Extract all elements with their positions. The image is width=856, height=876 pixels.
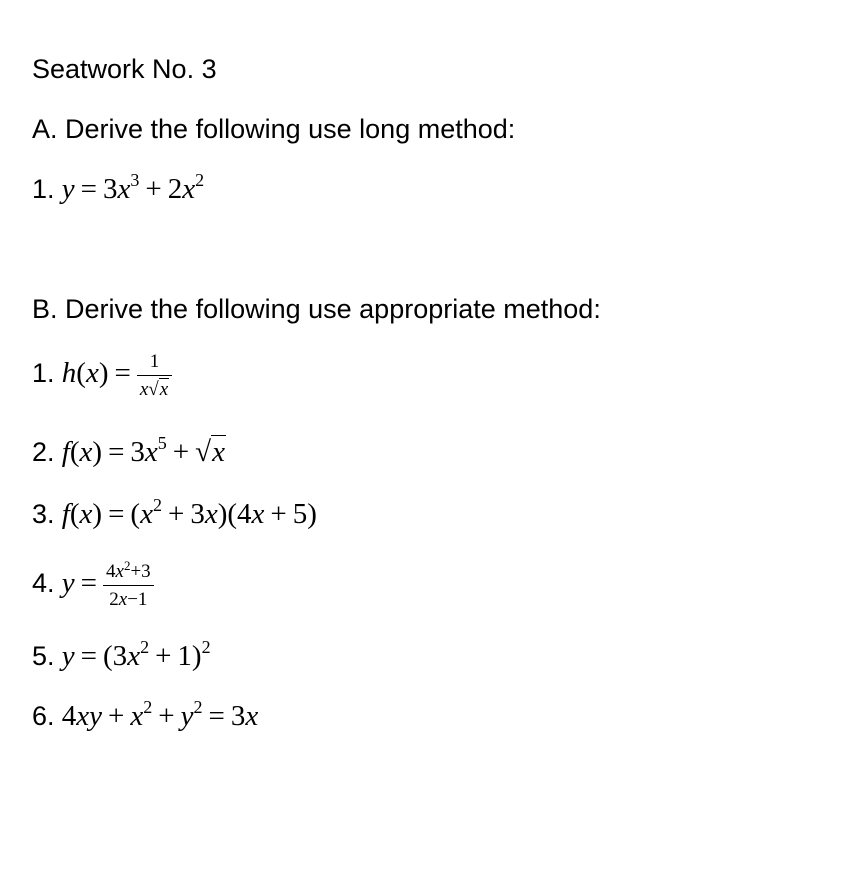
section-a-item-1 <box>32 170 205 206</box>
equation: $4xy + x^2 + y^2 = 3x$ <box>61 697 259 732</box>
equation: $y = (3x^2 + 1)^2$ <box>61 637 211 672</box>
section-b-item-6 <box>32 697 259 733</box>
equation: $f(x) = 3x^5 + √x$ <box>61 433 225 468</box>
section-b-item-1 <box>32 352 172 399</box>
equation: y = $\frac{4x^2+3}{2x-1}$ <box>62 567 154 599</box>
equation: $y = 3x^3 + 2x^2$ <box>61 170 205 205</box>
item-number: 1. <box>32 358 55 389</box>
section-b-item-3 <box>32 495 317 531</box>
fraction: $\frac{1}{x√x}$ <box>137 352 172 399</box>
section-b-item-5 <box>32 637 211 673</box>
equation: $f(x) = (x^2 + 3x)(4x + 5)$ <box>61 495 317 530</box>
item-number: 2. <box>32 437 55 467</box>
section-a-heading: A. Derive the following use long method: <box>32 114 516 144</box>
item-number: 5. <box>32 641 55 671</box>
item-number: 3. <box>32 499 55 529</box>
section-b-item-2 <box>32 433 226 469</box>
fraction: $\frac{4x^2+3}{2x-1}$ <box>103 562 154 609</box>
item-number: 6. <box>32 701 55 731</box>
item-number: 4. <box>32 568 55 599</box>
equation: h(x) = $\frac{1}{x√x}$ <box>62 357 172 389</box>
section-b-item-4 <box>32 558 154 610</box>
worksheet-title: Seatwork No. 3 <box>32 54 217 84</box>
section-b-heading: B. Derive the following use appropriate method: <box>32 294 601 324</box>
item-number: 1. <box>32 174 55 204</box>
